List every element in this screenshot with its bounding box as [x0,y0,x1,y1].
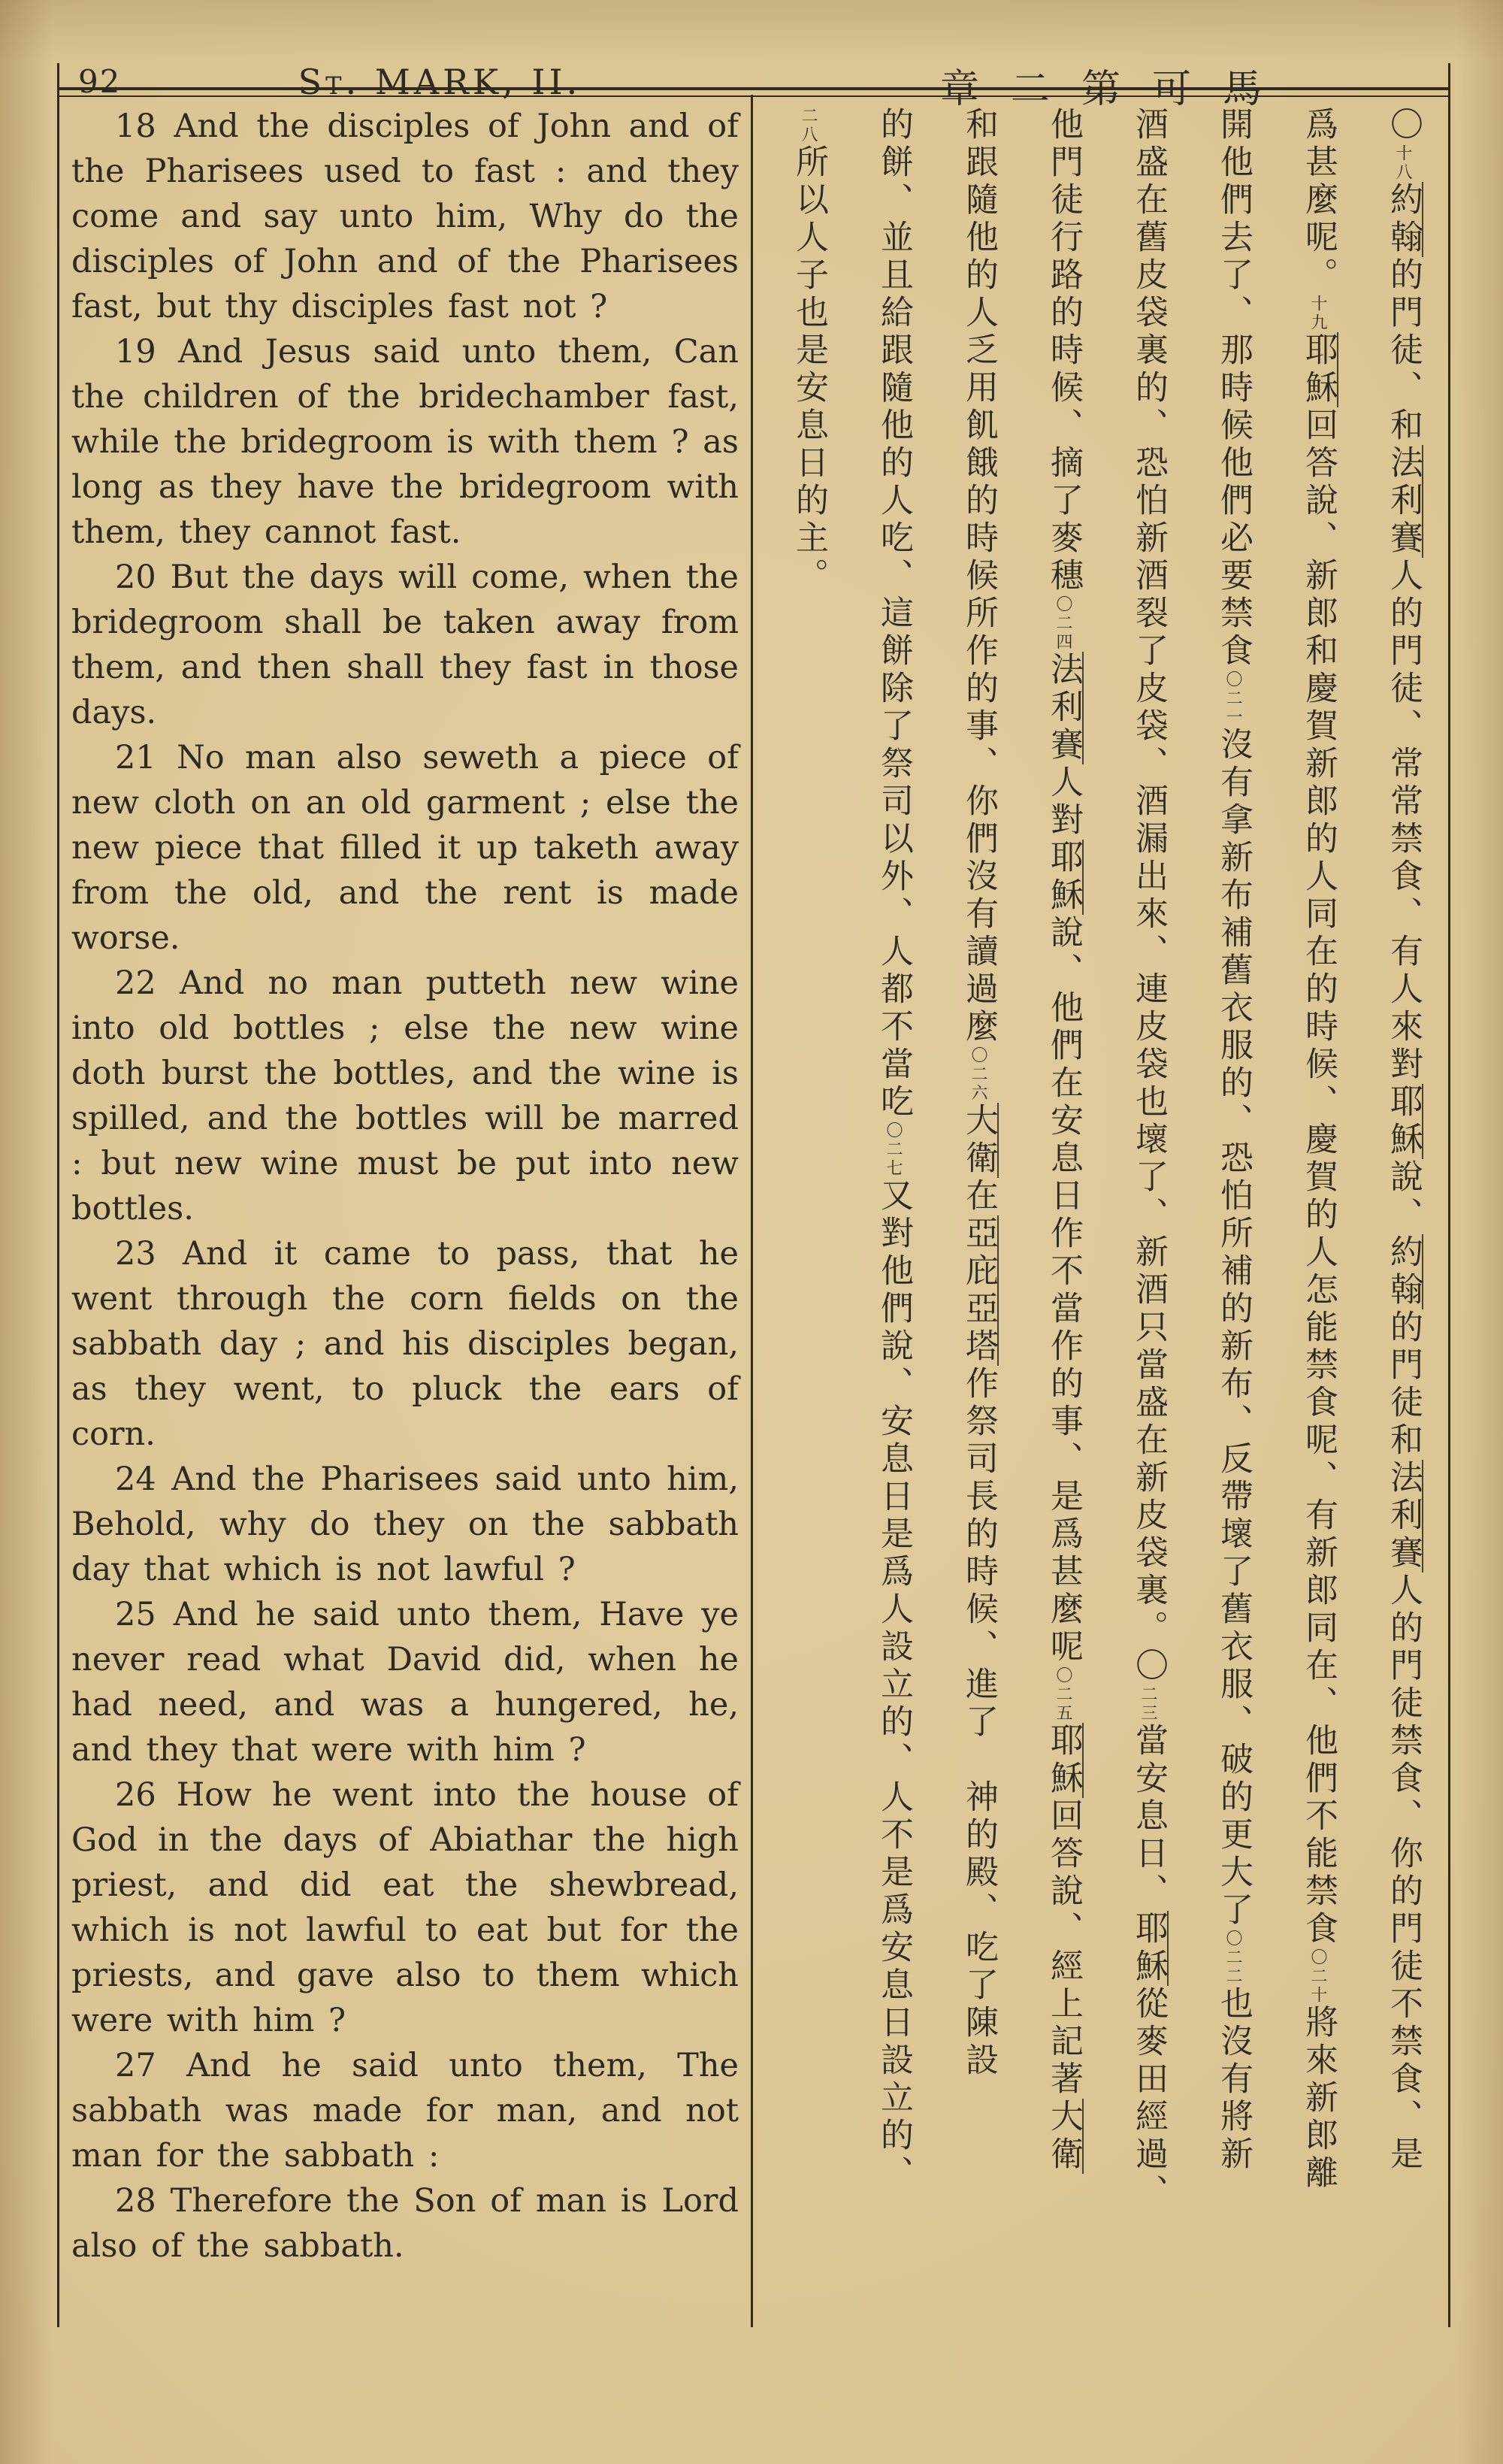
chinese-text-run: 和跟隨他的人乏用飢餓的時候所作的事、你們沒有讀過麼 [960,107,997,1046]
verse-paragraph: 26 How he went into the house of God in the days of Abiathar the high priest, and did eat the shewbread, which is not lawful to eat but for the priests, and gave also to them which were with him ? [71,1776,739,2039]
chinese-text-run: 在 [960,1178,997,1215]
verse-number-note: 〇二一 [1224,670,1243,727]
proper-name-marked: 法利賽 [1045,652,1082,764]
chinese-column [1276,107,1361,2324]
chinese-text-run: 人對 [1045,764,1082,840]
verse-number-note: 〇二六 [969,1046,988,1103]
verse-number-note: 〇二四 [1054,595,1073,652]
verse-paragraph: 20 But the days will come, when the bridegroom shall be taken away from them, and then shall they fast in those days. [71,558,739,731]
chinese-text-run: 的門徒和 [1385,1309,1422,1460]
verse-number-note: 〇二二 [1224,1930,1243,1986]
chinese-text-run: 回答說、新郎和慶賀新郎的人同在的時候、慶賀的人怎能禁食呢、有新郎同在、他們不能禁食 [1300,407,1337,1948]
chinese-text-run: 開他們去了、那時候他們必要禁食 [1215,107,1252,670]
verse-number-note: 〇二十 [1309,1948,1328,2005]
proper-name-marked: 大衛 [960,1103,997,1178]
chinese-text-run: 回答說、經上記著 [1045,1798,1082,2099]
verse-paragraph: 28 Therefore the Son of man is Lord also of the sabbath. [71,2182,739,2265]
proper-name-marked: 法利賽 [1385,445,1422,558]
chinese-text-run: 說、 [1385,1159,1422,1234]
chinese-column [1021,107,1106,2324]
chinese-text-run: 所以人子也是安息日的主。 [791,144,827,595]
chinese-text-run: 他門徒行路的時候、摘了麥穗 [1045,107,1082,595]
chinese-text-run: 從麥田經過、 [1130,1986,1167,2211]
proper-name-marked: 法利賽 [1385,1460,1422,1573]
chinese-column [1106,107,1191,2324]
verse-paragraph: 27 And he said unto them, The sabbath was made for man, and not man for the sabbath : [71,2047,739,2175]
page-number: 92 [78,63,122,100]
running-head-english: St. MARK, II. [298,62,582,102]
verse-paragraph: 24 And the Pharisees said unto him, Behold, why do they on the sabbath day that which is not lawful ? [71,1461,739,1588]
proper-name-marked: 耶穌 [1045,1723,1082,1798]
proper-name-marked: 耶穌 [1385,1084,1422,1159]
chinese-column [1191,107,1276,2324]
proper-name-marked: 亞庇亞塔 [960,1215,997,1366]
chinese-column [936,107,1021,2324]
verse-paragraph: 18 And the disciples of John and of the Pharisees used to fast : and they come and say unto him, Why do the disciples of John and of the Pharisees fast, but thy disciples fast not ? [71,107,739,325]
column-divider-rule [751,95,753,2327]
running-head-chinese: 章二第可馬 [939,68,1293,111]
verse-number-note: 〇二七 [885,1122,903,1178]
chinese-text-run: 的門徒、和 [1385,257,1422,445]
chinese-text-run: 將來新郎離 [1300,2005,1337,2193]
chinese-column [767,107,851,2324]
chinese-column [851,107,936,2324]
chinese-text-run: 沒有拿新布補舊衣服的、恐怕所補的新布、反帶壞了舊衣服、破的更大了 [1215,727,1252,1930]
chinese-column [1361,107,1446,2324]
verse-paragraph: 22 And no man putteth new wine into old bottles ; else the new wine doth burst the bottles, and the wine is spilled, and the bottles will be marred : but new wine must be put into new bottles. [71,964,739,1227]
frame-rule-right [1448,63,1450,2327]
frame-rule-left [57,63,59,2327]
verse-number-note: 二八 [800,107,818,144]
verse-number-note: 二三 [1139,1685,1158,1723]
chinese-columns [761,107,1446,2324]
chinese-text-run: 人的門徒、常常禁食、有人來對 [1385,558,1422,1084]
chinese-text-run: 當安息日、 [1130,1723,1167,1911]
chinese-text-run: 酒盛在舊皮袋裏的、恐怕新酒裂了皮袋、酒漏出來、連皮袋也壞了、新酒只當盛在新皮袋裏。〇 [1130,107,1167,1685]
verse-paragraph: 25 And he said unto them, Have ye never read what David did, when he had need, and was a hungered, he, and they that were with him ? [71,1596,739,1769]
chinese-text-run: 作祭司長的時候、進了 神的殿、吃了陳設 [960,1366,997,2080]
proper-name-marked: 大衛 [1045,2099,1082,2174]
english-verses [71,104,739,2269]
chinese-text-run: 〇 [1385,107,1422,144]
verse-number-note: 十九 [1309,295,1328,332]
chinese-text-run: 說、他們在安息日作不當作的事、是爲甚麼呢 [1045,915,1082,1666]
proper-name-marked: 耶穌 [1300,332,1337,407]
proper-name-marked: 耶穌 [1045,840,1082,915]
verse-paragraph: 19 And Jesus said unto them, Can the children of the bridechamber fast, while the bridegroom is with them ? as long as they have the bridegroom with them, they cannot fast. [71,333,739,551]
chinese-text-run: 也沒有將新 [1215,1986,1252,2174]
verse-paragraph: 23 And it came to pass, that he went through the corn fields on the sabbath day ; and his disciples began, as they went, to pluck the ears of corn. [71,1235,739,1453]
chinese-text-run: 人的門徒禁食、你的門徒不禁食、是 [1385,1573,1422,2174]
verse-number-note: 〇二五 [1054,1666,1073,1723]
proper-name-marked: 約翰 [1385,1234,1422,1309]
chinese-text-run: 又對他們說、安息日是爲人設立的、人不是爲安息日設立的、 [875,1178,912,2193]
chinese-text-run: 的餅、並且給跟隨他的人吃、這餅除了祭司以外、人都不當吃 [875,107,912,1122]
proper-name-marked: 約翰 [1385,182,1422,257]
verse-number-note: 十八 [1394,144,1413,182]
proper-name-marked: 耶穌 [1130,1911,1167,1986]
verse-paragraph: 21 No man also seweth a piece of new cloth on an old garment ; else the new piece that filled it up taketh away from the old, and the rent is made worse. [71,739,739,957]
chinese-text-run: 爲甚麼呢。 [1300,107,1337,295]
